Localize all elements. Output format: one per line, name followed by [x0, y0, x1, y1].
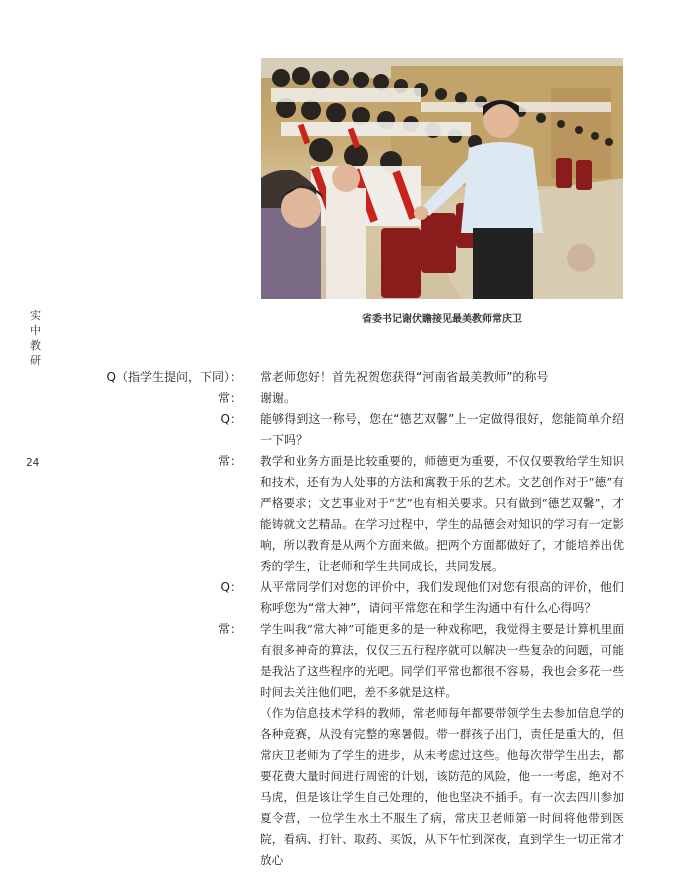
photo-illustration — [261, 58, 623, 299]
qa-row — [0, 703, 680, 871]
side-label-char: 中 — [30, 324, 41, 337]
qa-text: 能够得到这一称号，您在“德艺双馨”上一定做得很好，您能简单介绍一下吗？ — [260, 412, 624, 447]
qa-text: 学生叫我“常大神”可能更多的是一种戏称吧，我觉得主要是计算机里面有很多神奇的算法，仅仅三五行程序就可以解决一些复杂的问题，可能是我沾了这些程序的光吧。同学们平常也都很不容易，我也会多花一些时间去关注他们吧，差不多就是这样。 — [260, 622, 624, 699]
qa-text: 谢谢。 — [260, 391, 297, 405]
photo-caption: 省委书记谢伏瞻接见最美教师常庆卫 — [362, 314, 522, 325]
narrative-paragraph: （作为信息技术学科的教师，常老师每年都要带领学生去参加信息学的各种竞赛，从没有完整的寒暑假。带一群孩子出门，责任是重大的，但常庆卫老师为了学生的进步，从未考虑过这些。他每次带学生出去，都要花费大量时间进行周密的计划，该防范的风险，他一一考虑，绝对不马虎，但是该让学生自己处理的，他也坚决不插手。有一次去四川参加夏令营，一位学生水土不服生了病，常庆卫老师第一时间将他带到医院，看病、打针、取药、买饭，从下午忙到深夜，直到学生一切正常才放心 — [260, 706, 624, 867]
speaker-label: Q： — [220, 580, 242, 594]
qa-row — [0, 409, 680, 451]
interview-qa — [0, 367, 680, 871]
side-label-char: 研 — [30, 354, 41, 367]
qa-row — [0, 451, 680, 577]
page-number: 24 — [26, 456, 40, 469]
speaker-label: Q（指学生提问，下同）： — [106, 370, 242, 384]
qa-row — [0, 367, 680, 388]
qa-row — [0, 577, 680, 619]
side-label-char: 实 — [30, 309, 41, 322]
qa-text: 常老师您好！首先祝贺您获得“河南省最美教师”的称号 — [260, 370, 549, 384]
qa-row — [0, 619, 680, 703]
side-label-char: 教 — [30, 339, 41, 352]
speaker-label: 常： — [217, 622, 242, 636]
qa-text: 从平常同学们对您的评价中，我们发现他们对您有很高的评价，他们称呼您为“常大神”，请问平常您在和学生沟通中有什么心得吗？ — [260, 580, 624, 615]
speaker-label: Q： — [220, 412, 242, 426]
side-label — [30, 308, 44, 368]
qa-row — [0, 388, 680, 409]
ceremony-photo — [261, 58, 623, 299]
speaker-label: 常： — [217, 454, 242, 468]
qa-text: 教学和业务方面是比较重要的，师德更为重要，不仅仅要教给学生知识和技术，还有为人处事的方法和寓教于乐的艺术。文艺创作对于“德”有严格要求；文艺事业对于“艺”也有相关要求。只有做到“德艺双馨”，才能铸就文艺精品。在学习过程中，学生的品德会对知识的学习有一定影响，所以教育是从两个方面来做。把两个方面都做好了，才能培养出优秀的学生，让老师和学生共同成长，共同发展。 — [260, 454, 624, 573]
speaker-label: 常： — [217, 391, 242, 405]
